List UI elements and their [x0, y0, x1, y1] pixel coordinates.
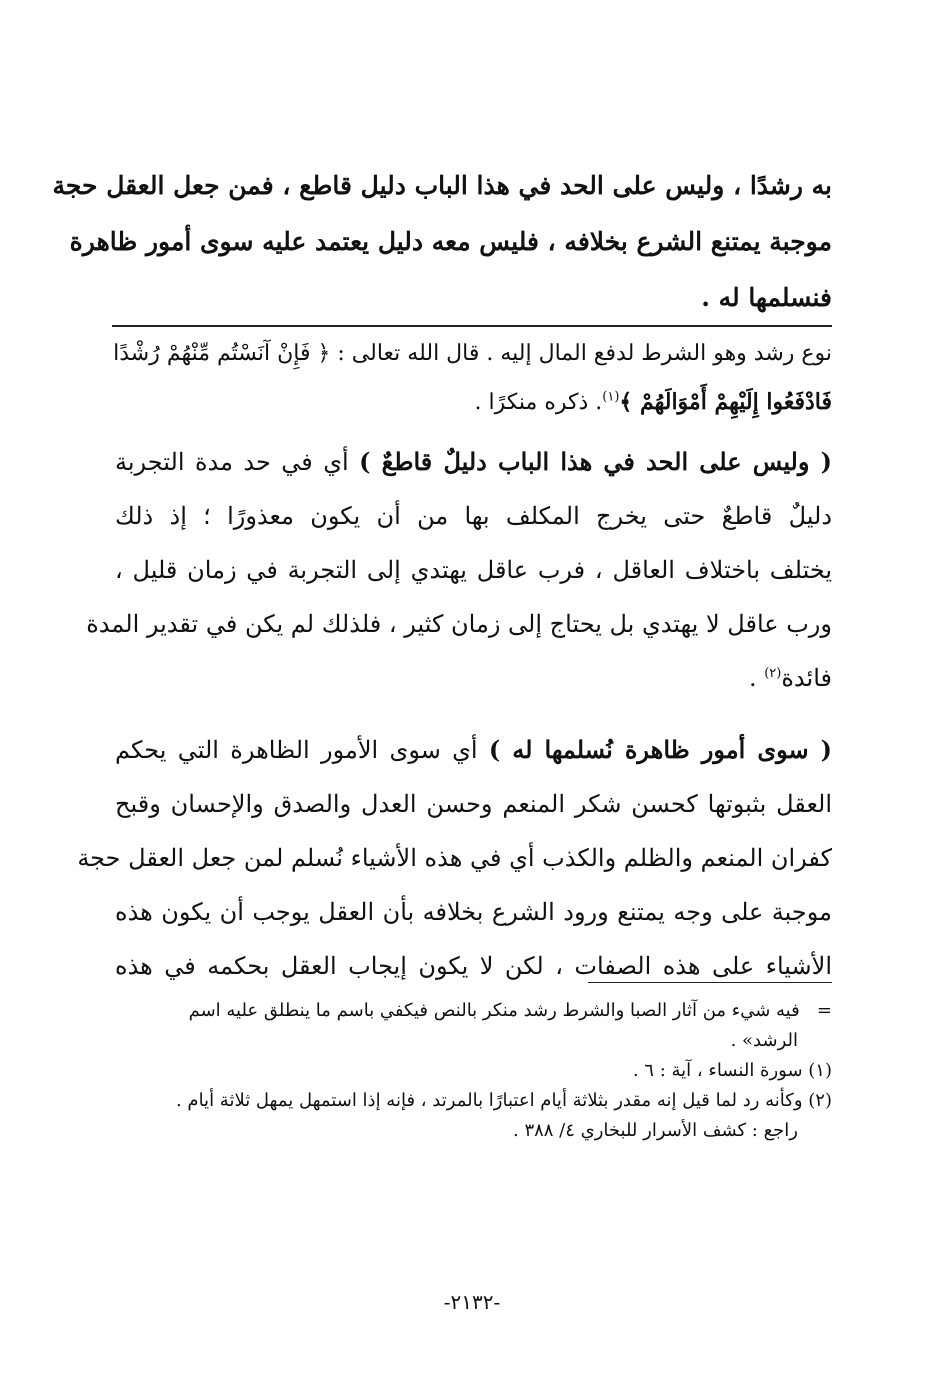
sharh-text: فائدة [781, 664, 832, 692]
sharh-text-block [77, 435, 833, 1011]
footnote-ref: (١) [602, 389, 620, 405]
continuation-marker: = [816, 1000, 832, 1021]
commentary-text: . ذكره منكرًا . [474, 390, 603, 415]
commentary-line: نوع رشد وهو الشرط لدفع المال إليه . قال الله تعالى : ﴿ فَإِنْ آنَسْتُم مِّنْهُمْ رُشْدًا [113, 341, 832, 366]
matn-quote: ( وليس على الحد في هذا الباب دليلٌ قاطعٌ ) [359, 447, 832, 476]
sharh-line: الأشياء على هذه الصفات ، لكن لا يكون إيجاب العقل بحكمه في هذه [115, 952, 832, 980]
sharh-paragraph [77, 723, 833, 993]
sharh-paragraph [86, 435, 832, 705]
matn-quote: ( سوى أمور ظاهرة نُسلمها له ) [488, 735, 833, 764]
sharh-line: كفران المنعم والظلم والكذب أي في هذه الأشياء نُسلم لمن جعل العقل حجة [77, 844, 832, 872]
footnote-ref: (٢) [764, 666, 782, 681]
sharh-line: موجبة على وجه يمتنع ورود الشرع بخلافه بأن العقل يوجب أن يكون هذه [115, 898, 832, 926]
matn-line: فنسلمها له . [701, 283, 832, 312]
matn-line: موجبة يمتنع الشرع بخلافه ، فليس معه دليل يعتمد عليه سوى أمور ظاهرة [69, 227, 832, 256]
footnote-divider [588, 982, 832, 983]
quran-verse: فَادْفَعُوا إِلَيْهِمْ أَمْوَالَهُمْ ﴾ [619, 389, 832, 415]
sharh-text: أي في حد مدة التجربة [115, 448, 360, 476]
matn-text-block [52, 158, 832, 326]
commentary-line [115, 378, 832, 427]
footnotes [130, 996, 832, 1146]
sharh-text: . [748, 664, 765, 692]
commentary-continuation [115, 330, 832, 427]
sharh-line [115, 723, 832, 777]
footnote-text: فيه شيء من آثار الصبا والشرط رشد منكر بالنص فيكفي باسم ما ينطلق عليه اسم [188, 1000, 800, 1021]
sharh-line: دليلٌ قاطعٌ حتى يخرج المكلف بها من أن يكون معذورًا ؛ إذ ذلك [115, 502, 832, 530]
footnote-2-continuation: راجع : كشف الأسرار للبخاري ٤/ ٣٨٨ . [512, 1120, 798, 1141]
footnote-continuation [130, 996, 832, 1026]
footnote-2: (٢) وكأنه رد لما قيل إنه مقدر بثلاثة أيام اعتبارًا بالمرتد ، فإنه إذا استمهل يمهل ثلاثة أيام . [175, 1090, 832, 1111]
footnote-continuation: الرشد» . [730, 1030, 798, 1051]
footnote-1: (١) سورة النساء ، آية : ٦ . [632, 1060, 832, 1081]
sharh-text: أي سوى الأمور الظاهرة التي يحكم [115, 736, 489, 764]
section-divider [112, 325, 832, 327]
sharh-line [115, 651, 832, 705]
sharh-line: يختلف باختلاف العاقل ، فرب عاقل يهتدي إلى التجربة في زمان قليل ، [115, 556, 832, 584]
sharh-line: ورب عاقل لا يهتدي بل يحتاج إلى زمان كثير ، فلذلك لم يكن في تقدير المدة [86, 610, 832, 638]
sharh-line: العقل بثبوتها كحسن شكر المنعم وحسن العدل والصدق والإحسان وقبح [115, 790, 832, 818]
matn-line: به رشدًا ، وليس على الحد في هذا الباب دليل قاطع ، فمن جعل العقل حجة [52, 171, 832, 200]
sharh-line [115, 435, 832, 489]
page-number: -٢١٣٢- [443, 1290, 501, 1314]
